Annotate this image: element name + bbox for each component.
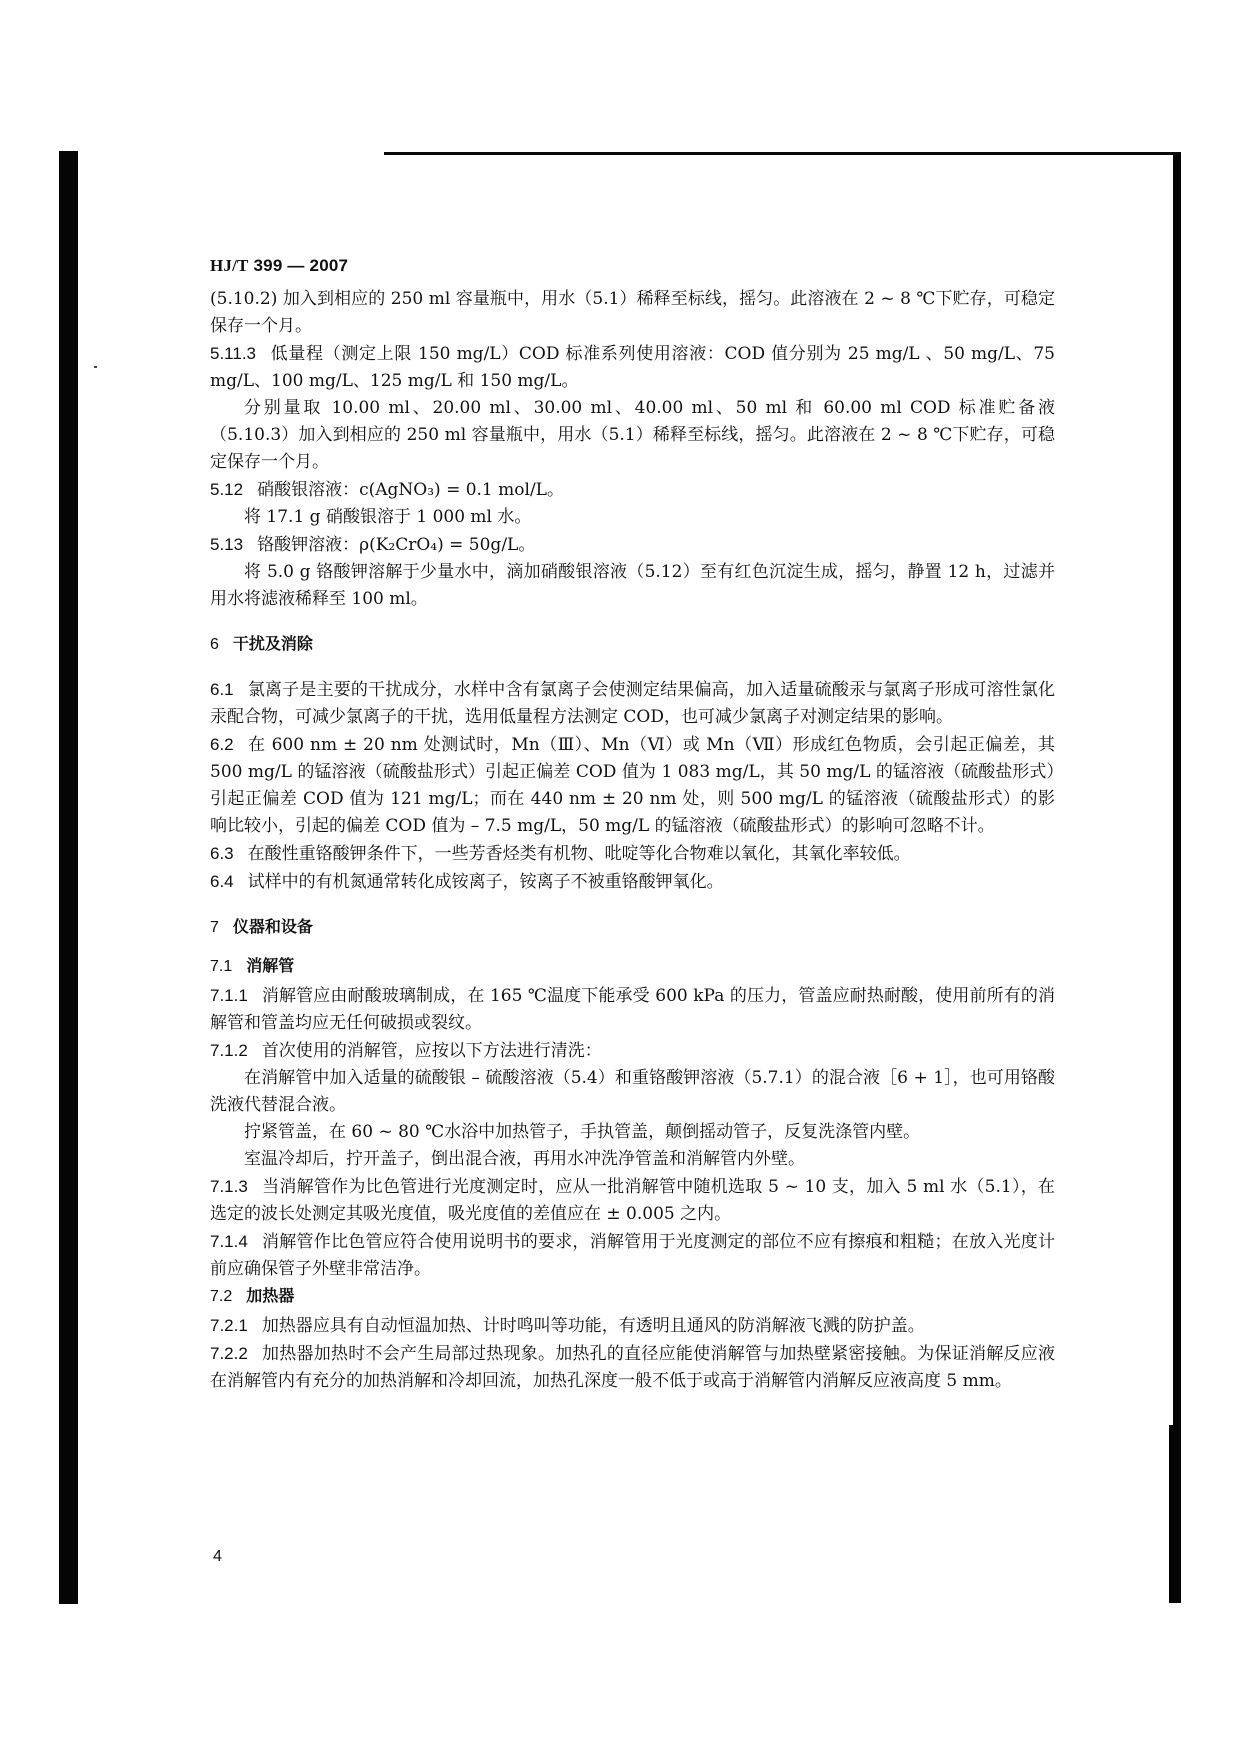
clause-7-1-1: 7.1.1 消解管应由耐酸玻璃制成，在 165 ℃温度下能承受 600 kPa 的压力，管盖应耐热耐酸，使用前所有的消解管和管盖均应无任何破损或裂纹。 [210, 986, 1055, 1033]
subsection-heading-7-1: 7.1 消解管 [210, 956, 295, 975]
section-heading-6: 6 干扰及消除 [210, 634, 313, 653]
document-code [210, 256, 1055, 276]
section-heading-7: 7 仪器和设备 [210, 917, 313, 936]
clause-7-1-4: 7.1.4 消解管作比色管应符合使用说明书的要求，消解管用于光度测定的部位不应有擦痕和粗糙；在放入光度计前应确保管子外壁非常洁净。 [210, 1232, 1055, 1279]
clause-6-2: 6.2 在 600 nm ± 20 nm 处测试时，Mn（Ⅲ）、Mn（Ⅵ）或 Mn（Ⅶ）形成红色物质，会引起正偏差，其 500 mg/L 的锰溶液（硫酸盐形式）引起正偏差 COD 值为 1 083 mg/L，其 50 mg/L 的锰溶液（硫酸盐形式）引起正偏差 COD 值为 121 mg/L；而在 440 nm ± 20 nm 处，则 500 mg/L 的锰溶液（硫酸盐形式）的影响比较小，引起的偏差 COD 值为 – 7.5 mg/L，50 mg/L 的锰溶液（硫酸盐形式）的影响可忽略不计。 [210, 735, 1055, 836]
clause-6-1: 6.1 氯离子是主要的干扰成分，水样中含有氯离子会使测定结果偏高，加入适量硫酸汞与氯离子形成可溶性氯化汞配合物，可减少氯离子的干扰，选用低量程方法测定 COD，也可减少氯离子对测定结果的影响。 [210, 680, 1055, 727]
subsection-heading-7-2: 7.2 加热器 [210, 1286, 295, 1305]
scan-speck [94, 366, 97, 368]
scan-border-top [384, 152, 1181, 155]
page-number: 4 [213, 1548, 222, 1565]
clause-6-3: 6.3 在酸性重铬酸钾条件下，一些芳香烃类有机物、吡啶等化合物难以氧化，其氧化率较低。 [210, 844, 911, 864]
scan-border-right [1173, 155, 1181, 1603]
clause-5-12: 5.12 硝酸银溶液：c(AgNO₃) = 0.1 mol/L。 [210, 480, 564, 500]
clause-7-2-2: 7.2.2 加热器加热时不会产生局部过热现象。加热孔的直径应能使消解管与加热壁紧密接触。为保证消解反应液在消解管内有充分的加热消解和冷却回流，加热孔深度一般不低于或高于消解管内消解反应液高度 5 mm。 [210, 1344, 1055, 1391]
clause-7-2-1: 7.2.1 加热器应具有自动恒温加热、计时鸣叫等功能，有透明且通风的防消解液飞溅的防护盖。 [210, 1316, 925, 1336]
paragraph: 分别量取 10.00 ml、20.00 ml、30.00 ml、40.00 ml、50 ml 和 60.00 ml COD 标准贮备液（5.10.3）加入到相应的 250 ml 容量瓶中，用水（5.1）稀释至标线，摇匀。此溶液在 2 ~ 8 ℃下贮存，可稳定保存一个月。 [210, 398, 1055, 472]
paragraph: 室温冷却后，拧开盖子，倒出混合液，再用水冲洗净管盖和消解管内外壁。 [244, 1149, 805, 1169]
scan-border-left [59, 151, 78, 1604]
clause-6-4: 6.4 试样中的有机氮通常转化成铵离子，铵离子不被重铬酸钾氧化。 [210, 872, 724, 892]
paragraph: 将 17.1 g 硝酸银溶于 1 000 ml 水。 [244, 507, 532, 527]
clause-5-13: 5.13 铬酸钾溶液：ρ(K₂CrO₄) = 50g/L。 [210, 535, 536, 555]
paragraph: (5.10.2) 加入到相应的 250 ml 容量瓶中，用水（5.1）稀释至标线，摇匀。此溶液在 2 ~ 8 ℃下贮存，可稳定保存一个月。 [210, 289, 1055, 336]
paragraph: 拧紧管盖，在 60 ~ 80 ℃水浴中加热管子，手执管盖，颠倒摇动管子，反复洗涤管内壁。 [244, 1122, 921, 1142]
clause-5-11-3: 5.11.3 低量程（测定上限 150 mg/L）COD 标准系列使用溶液：COD 值分别为 25 mg/L 、50 mg/L、75 mg/L、100 mg/L、125 mg/L 和 150 mg/L。 [210, 344, 1055, 391]
doc-code-prefix: HJ/T [210, 256, 249, 275]
clause-7-1-2: 7.1.2 首次使用的消解管，应按以下方法进行清洗： [210, 1041, 602, 1061]
paragraph: 将 5.0 g 铬酸钾溶解于少量水中，滴加硝酸银溶液（5.12）至有红色沉淀生成，摇匀，静置 12 h，过滤并用水将滤液稀释至 100 ml。 [210, 562, 1055, 609]
paragraph: 在消解管中加入适量的硫酸银 – 硫酸溶液（5.4）和重铬酸钾溶液（5.7.1）的混合液［6 + 1］，也可用铬酸洗液代替混合液。 [210, 1068, 1055, 1115]
clause-7-1-3: 7.1.3 当消解管作为比色管进行光度测定时，应从一批消解管中随机选取 5 ~ 10 支，加入 5 ml 水（5.1），在选定的波长处测定其吸光度值，吸光度值的差值应在 ± 0.005 之内。 [210, 1177, 1055, 1224]
document-page [210, 256, 1055, 1395]
doc-code-number: 399 — 2007 [253, 256, 349, 275]
